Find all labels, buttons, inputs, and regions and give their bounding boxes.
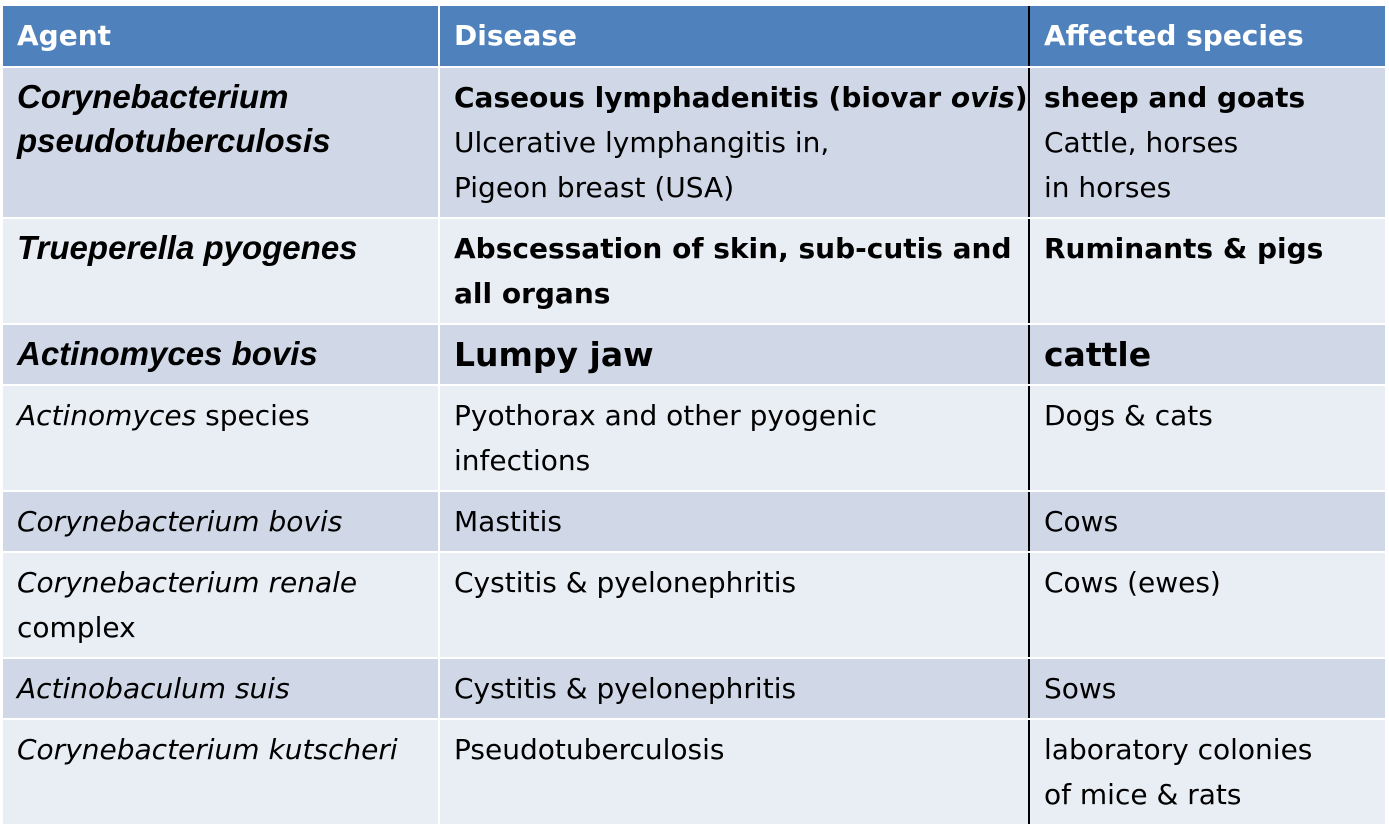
species-text-line-2: of mice & rats [1044,778,1242,811]
species-text: laboratory colonies [1044,733,1313,766]
species-text: cattle [1044,335,1152,374]
agent-name-line-2: pseudotuberculosis [17,122,331,159]
disease-text: Lumpy jaw [454,335,654,374]
disease-cell [439,385,1029,491]
disease-text: Pseudotuberculosis [454,733,725,766]
agent-cell [3,552,439,658]
disease-text-line-2: Ulcerative lymphangitis in, [454,126,830,159]
disease-text: Cystitis & pyelonephritis [454,672,797,705]
agent-name: Corynebacterium bovis [17,505,343,538]
agent-cell [3,67,439,218]
table-row [3,218,1385,324]
species-cell [1029,491,1385,552]
table-row [3,385,1385,491]
species-text: Sows [1044,672,1117,705]
agent-cell [3,719,439,825]
table-row [3,719,1385,825]
disease-cell [439,491,1029,552]
species-text: Cows [1044,505,1119,538]
header-disease: Disease [439,6,1029,67]
agent-cell [3,218,439,324]
disease-cell [439,67,1029,218]
agent-cell [3,658,439,719]
disease-text-suffix: ) [1014,81,1028,114]
species-cell [1029,385,1385,491]
agent-cell [3,491,439,552]
disease-text: Abscessation of skin, sub-cutis and [454,232,1012,265]
table-row [3,324,1385,385]
header-agent: Agent [3,6,439,67]
disease-text-line-2: infections [454,444,591,477]
species-cell [1029,719,1385,825]
agent-name: Actinobaculum suis [17,672,290,705]
disease-text: Caseous lymphadenitis (biovar [454,81,951,114]
table-row [3,658,1385,719]
agent-cell [3,385,439,491]
disease-text-line-3: Pigeon breast (USA) [454,171,735,204]
table-row [3,67,1385,218]
species-cell [1029,67,1385,218]
agent-name: Trueperella pyogenes [17,229,358,266]
disease-cell [439,658,1029,719]
disease-biovar: ovis [950,81,1015,114]
agent-name: Corynebacterium [17,78,289,115]
disease-text: Mastitis [454,505,563,538]
species-text-line-2: Cattle, horses [1044,126,1239,159]
agent-name: Actinomyces bovis [17,335,318,372]
agents-table [3,6,1385,826]
species-text: sheep and goats [1044,81,1306,114]
species-cell [1029,658,1385,719]
table-row [3,552,1385,658]
species-text: Cows (ewes) [1044,566,1221,599]
disease-text: Cystitis & pyelonephritis [454,566,797,599]
species-text: Ruminants & pigs [1044,232,1324,265]
disease-cell [439,218,1029,324]
species-cell [1029,552,1385,658]
species-text: Dogs & cats [1044,399,1213,432]
agent-name-suffix: species [196,399,310,432]
species-cell [1029,218,1385,324]
agent-name: Actinomyces [17,399,197,432]
species-cell [1029,324,1385,385]
disease-cell [439,324,1029,385]
agents-table-container [3,6,1385,826]
disease-text: Pyothorax and other pyogenic [454,399,878,432]
disease-text-line-2: all organs [454,277,611,310]
agent-name-line-2: complex [17,611,136,644]
disease-cell [439,719,1029,825]
agent-name: Corynebacterium kutscheri [17,733,398,766]
header-affected-species: Affected species [1029,6,1385,67]
table-row [3,491,1385,552]
header-row [3,6,1385,67]
disease-cell [439,552,1029,658]
species-text-line-3: in horses [1044,171,1172,204]
agent-cell [3,324,439,385]
agent-name: Corynebacterium renale [17,566,358,599]
